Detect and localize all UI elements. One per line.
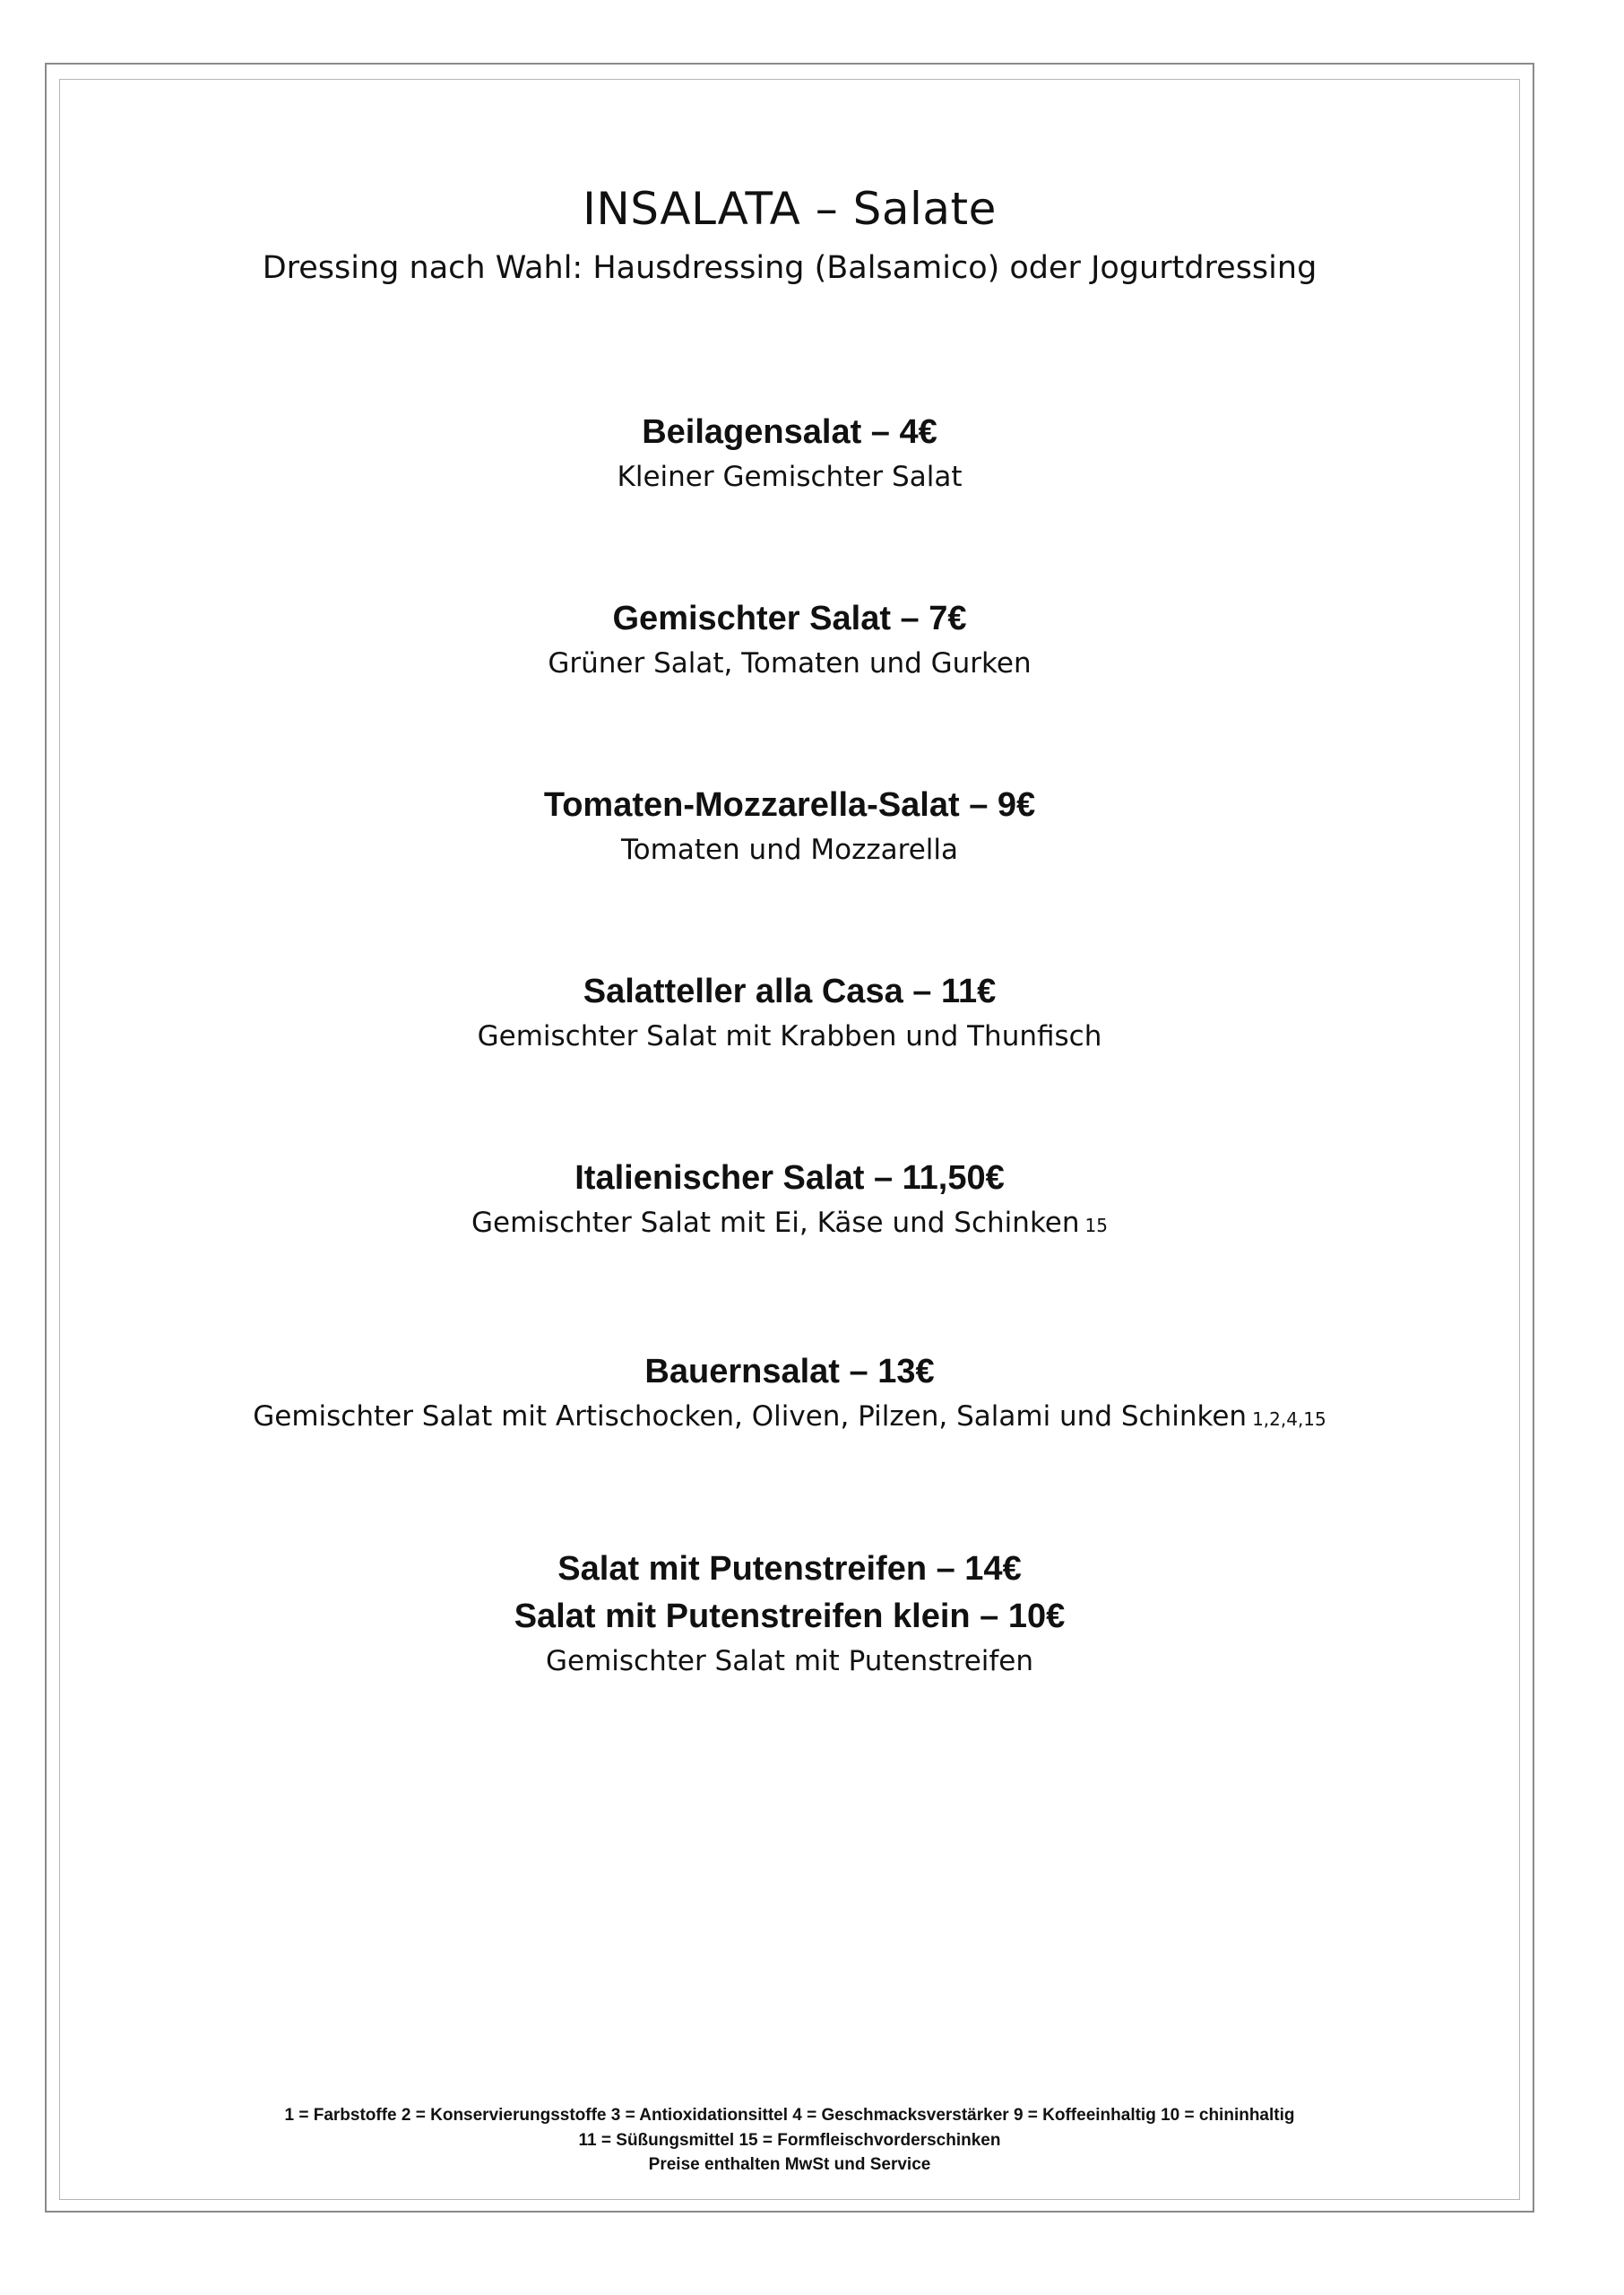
menu-item-description: Gemischter Salat mit Putenstreifen: [545, 1645, 1034, 1678]
menu-item-description: Gemischter Salat mit Krabben und Thunfisch: [477, 1020, 1102, 1053]
menu-item-name-small: Salat mit Putenstreifen klein – 10€: [514, 1598, 1066, 1636]
allergen-codes: 15: [1084, 1215, 1108, 1237]
menu-item-description: [59, 1202, 1520, 1244]
menu-item-name: Tomaten-Mozzarella-Salat – 9€: [543, 786, 1036, 824]
price-note: Preise enthalten MwSt und Service: [648, 2155, 931, 2175]
allergen-legend-line: 1 = Farbstoffe 2 = Konservierungsstoffe 3 = Antioxidationsittel 4 = Geschmacksverstärker 9 = Koffeeinhaltig 10 = chininhaltig: [284, 2106, 1295, 2125]
allergen-legend: [59, 2103, 1520, 2178]
page-title: INSALATA – Salate: [583, 183, 997, 235]
allergen-codes: 1,2,4,15: [1252, 1408, 1326, 1431]
menu-item-description-text: Gemischter Salat mit Ei, Käse und Schinken: [471, 1207, 1080, 1240]
menu-item-name: Salatteller alla Casa – 11€: [583, 973, 997, 1010]
menu-item-name: Gemischter Salat – 7€: [612, 600, 967, 637]
menu-item: [59, 968, 1520, 1058]
menu-item-name: Italienischer Salat – 11,50€: [574, 1159, 1005, 1197]
menu-item-description: [59, 1396, 1520, 1438]
menu-item: [59, 409, 1520, 498]
menu-item: [59, 782, 1520, 871]
menu-item: [59, 1348, 1520, 1438]
menu-item-description: Kleiner Gemischter Salat: [617, 461, 963, 494]
allergen-legend-line: 11 = Süßungsmittel 15 = Formfleischvorderschinken: [578, 2130, 1001, 2150]
menu-item: [59, 1155, 1520, 1244]
menu-item-description-text: Gemischter Salat mit Artischocken, Oliven, Pilzen, Salami und Schinken: [253, 1400, 1248, 1433]
menu-item-name: Beilagensalat – 4€: [642, 413, 937, 451]
menu-item-name: Bauernsalat – 13€: [644, 1353, 935, 1390]
menu-item-description: Grüner Salat, Tomaten und Gurken: [548, 647, 1032, 680]
menu-item-description: Tomaten und Mozzarella: [621, 834, 958, 867]
page-border-inner: [59, 79, 1520, 2200]
dressing-note: Dressing nach Wahl: Hausdressing (Balsamico) oder Jogurtdressing: [262, 250, 1317, 286]
menu-item-name: Salat mit Putenstreifen – 14€: [557, 1550, 1022, 1588]
menu-item: [59, 595, 1520, 685]
menu-item: [59, 1546, 1520, 1683]
